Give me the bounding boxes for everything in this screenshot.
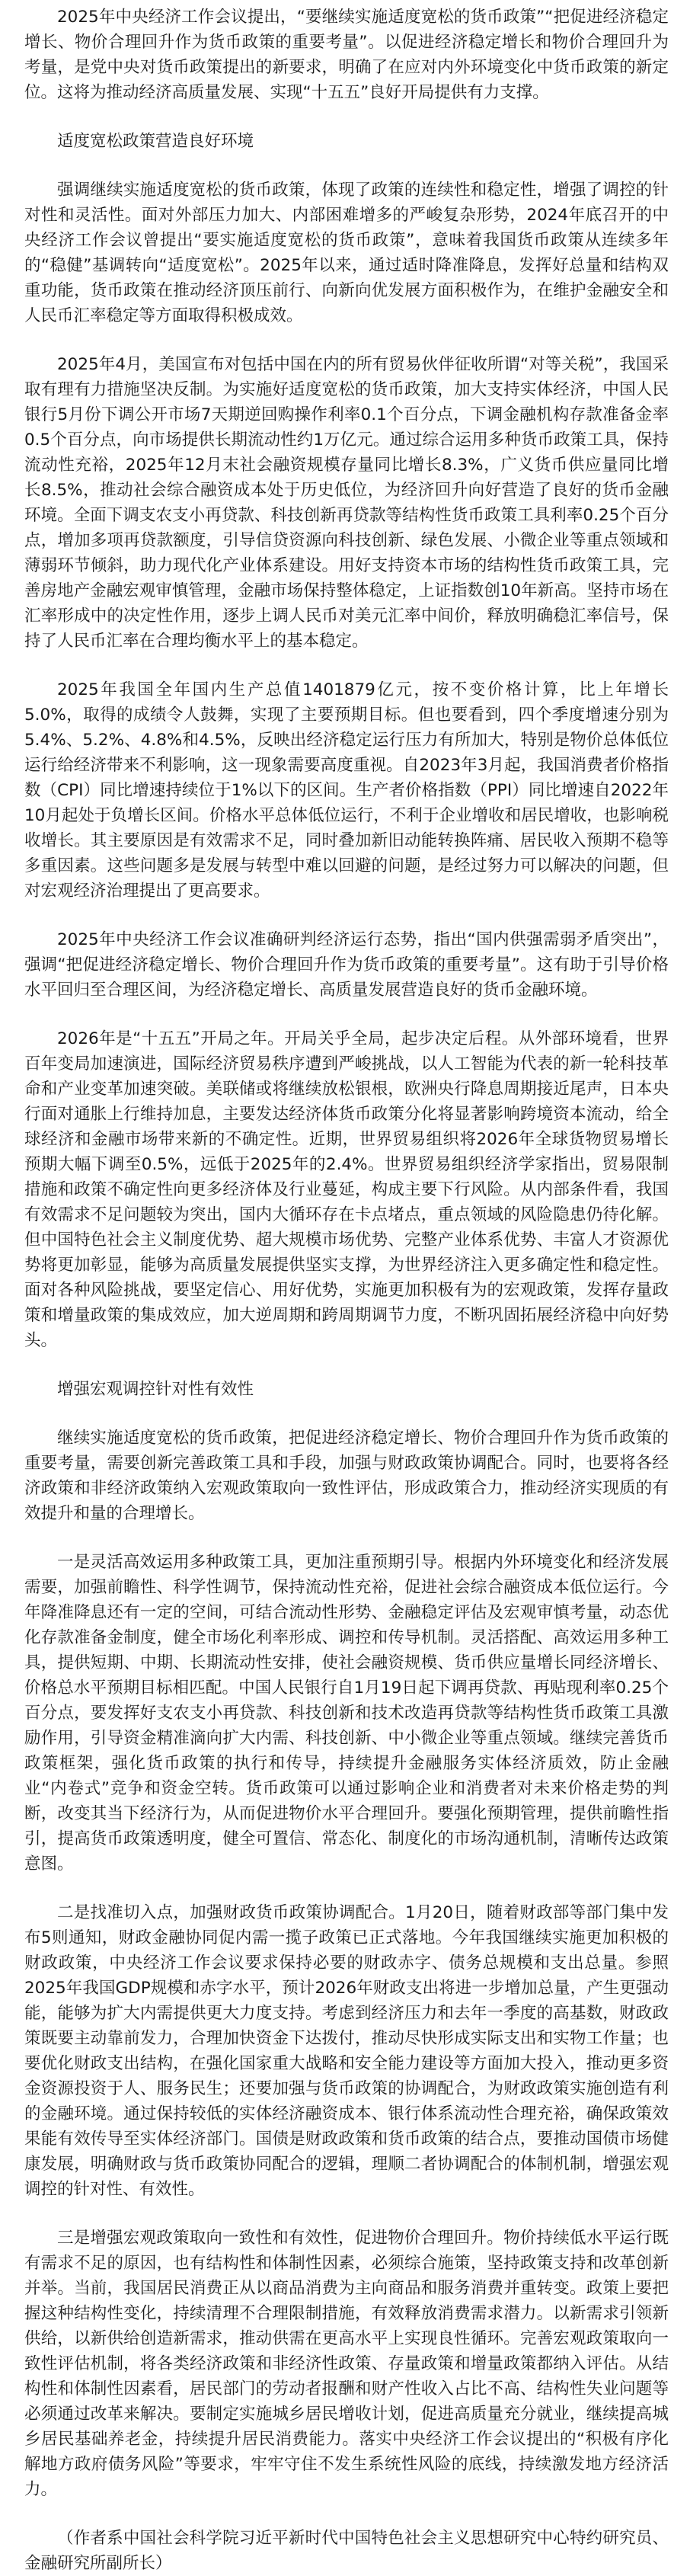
- section-heading-1: 适度宽松政策营造良好环境: [57, 132, 254, 151]
- paragraph-6: 2026年是“十五五”开局之年。开局关乎全局，起步决定后程。从外部环境看，世界百年变局加速演进，国际经济贸易秩序遭到严峻挑战，以人工智能为代表的新一轮科技革命和产业变革加速突破。美联储或将继续放松银根，欧洲央行降息周期接近尾声，日本央行面对通胀上行维持加息，主要发达经济体货币政策分化将显著影响跨境资本流动，给全球经济和金融市场带来新的不确定性。近期，世界贸易组织将2026年全球货物贸易增长预期大幅下调至0.5%，远低于2025年的2.4%。世界贸易组织经济学家指出，贸易限制措施和政策不确定性向更多经济体及行业蔓延，构成主要下行风险。从内部条件看，我国有效需求不足问题较为突出，国内大循环存在卡点堵点，重点领域的风险隐患仍待化解。但中国特色社会主义制度优势、超大规模市场优势、完整产业体系优势、丰富人才资源优势将更加彰显，能够为高质量发展提供坚实支撑，为世界经济注入更多确定性和稳定性。面对各种风险挑战，要坚定信心、用好优势，实施更加积极有为的宏观政策，发挥存量政策和增量政策的集成效应，加大逆周期和跨周期调节力度，不断巩固拓展经济稳中向好势头。: [24, 1029, 669, 1350]
- paragraph-5: 2025年中央经济工作会议准确研判经济运行态势，指出“国内供强需弱矛盾突出”，强调“把促进经济稳定增长、物价合理回升作为货币政策的重要考量”。这有助于引导价格水平回归至合理区间，为经济稳定增长、高质量发展营造良好的货币金融环境。: [24, 930, 669, 1000]
- paragraph-10: 三是增强宏观政策取向一致性和有效性，促进物价合理回升。物价持续低水平运行既有需求不足的原因，也有结构性和体制性因素，必须综合施策，坚持政策支持和改革创新并举。当前，我国居民消费正从以商品消费为主向商品和服务消费并重转变。政策上要把握这种结构性变化，持续清理不合理限制措施，有效释放消费需求潜力。以新需求引领新供给，以新供给创造新需求，推动供需在更高水平上实现良性循环。完善宏观政策取向一致性评估机制，将各类经济政策和非经济性政策、存量政策和增量政策都纳入评估。从结构性和体制性因素看，居民部门的劳动者报酬和财产性收入占比不高、结构性失业问题等必须通过改革来解决。要制定实施城乡居民增收计划，促进高质量充分就业，继续提高城乡居民基础养老金，持续提升居民消费能力。落实中央经济工作会议提出的“积极有序化解地方政府债务风险”等要求，牢牢守住不发生系统性风险的底线，持续激发地方经济活力。: [24, 2229, 669, 2499]
- paragraph-9: 二是找准切入点，加强财政货币政策协调配合。1月20日，随着财政部等部门集中发布5则通知，财政金融协同促内需一揽子政策已正式落地。今年我国继续实施更加积极的财政政策，中央经济工作会议要求保持必要的财政赤字、债务总规模和支出总量。参照2025年我国GDP规模和赤字水平，预计2026年财政支出将进一步增加总量，产生更强动能，能够为扩大内需提供更大力度支持。考虑到经济压力和去年一季度的高基数，财政政策既要主动靠前发力，合理加快资金下达拨付，推动尽快形成实际支出和实物工作量；也要优化财政支出结构，在强化国家重大战略和安全能力建设等方面加大投入，推动更多资金资源投资于人、服务民生；还要加强与货币政策的协调配合，为财政政策实施创造有利的金融环境。通过保持较低的实体经济融资成本、银行体系流动性合理充裕，确保政策效果能有效传导至实体经济部门。国债是财政政策和货币政策的结合点，要推动国债市场健康发展，明确财政与货币政策协同配合的逻辑，理顺二者协调配合的体制机制，增强宏观调控的针对性、有效性。: [24, 1903, 669, 2199]
- paragraph-4: 2025年我国全年国内生产总值1401879亿元，按不变价格计算，比上年增长5.0%，取得的成绩令人鼓舞，实现了主要预期目标。但也要看到，四个季度增速分别为5.4%、5.2%、4.8%和4.5%，反映出经济稳定运行压力有所加大，特别是物价总体低位运行给经济带来不利影响，这一现象需要高度重视。自2023年3月起，我国消费者价格指数（CPI）同比增速持续位于1%以下的区间。生产者价格指数（PPI）同比增速自2022年10月起处于负增长区间。价格水平总体低位运行，不利于企业增收和居民增收，也影响税收增长。其主要原因是有效需求不足，同时叠加新旧动能转换阵痛、居民收入预期不稳等多重因素。这些问题多是发展与转型中难以回避的问题，是经过努力可以解决的问题，但对宏观经济治理提出了更高要求。: [24, 680, 669, 901]
- section-heading-2: 增强宏观调控针对性有效性: [57, 1380, 254, 1399]
- paragraph-intro: 2025年中央经济工作会议提出，“要继续实施适度宽松的货币政策”“把促进经济稳定增长、物价合理回升作为货币政策的重要考量”。以促进经济稳定增长和物价合理回升为考量，是党中央对货币政策提出的新要求，明确了在应对内外环境变化中货币政策的新定位。这将为推动经济高质量发展、实现“十五五”良好开局提供有力支撑。: [24, 8, 669, 102]
- paragraph-8: 一是灵活高效运用多种政策工具，更加注重预期引导。根据内外环境变化和经济发展需要，加强前瞻性、科学性调节，保持流动性充裕，促进社会综合融资成本低位运行。今年降准降息还有一定的空间，可结合流动性形势、金融稳定评估及宏观审慎考量，动态优化存款准备金制度，健全市场化利率形成、调控和传导机制。灵活搭配、高效运用多种工具，提供短期、中期、长期流动性安排，使社会融资规模、货币供应量增长同经济增长、价格总水平预期目标相匹配。中国人民银行自1月19日起下调再贷款、再贴现利率0.25个百分点，要发挥好支农支小再贷款、科技创新和技术改造再贷款等结构性货币政策工具激励作用，引导资金精准滴向扩大内需、科技创新、中小微企业等重点领域。继续完善货币政策框架，强化货币政策的执行和传导，持续提升金融服务实体经济质效，防止金融业“内卷式”竞争和资金空转。货币政策可以通过影响企业和消费者对未来价格走势的判断，改变其当下经济行为，从而促进物价水平合理回升。要强化预期管理，提供前瞻性指引，提高货币政策透明度，健全可置信、常态化、制度化的市场沟通机制，清晰传达政策意图。: [24, 1553, 669, 1874]
- author-byline: （作者系中国社会科学院习近平新时代中国特色社会主义思想研究中心特约研究员、金融研究所副所长）: [24, 2529, 669, 2573]
- paragraph-3: 2025年4月，美国宣布对包括中国在内的所有贸易伙伴征收所谓“对等关税”，我国采取有理有力措施坚决反制。为实施好适度宽松的货币政策，加大支持实体经济，中国人民银行5月份下调公开市场7天期逆回购操作利率0.1个百分点，下调金融机构存款准备金率0.5个百分点，向市场提供长期流动性约1万亿元。通过综合运用多种货币政策工具，保持流动性充裕，2025年12月末社会融资规模存量同比增长8.3%，广义货币供应量同比增长8.5%，推动社会综合融资成本处于历史低位，为经济回升向好营造了良好的货币金融环境。全面下调支农支小再贷款、科技创新再贷款等结构性货币政策工具利率0.25个百分点，增加多项再贷款额度，引导信贷资源向科技创新、绿色发展、小微企业等重点领域和薄弱环节倾斜，助力现代化产业体系建设。用好支持资本市场的结构性货币政策工具，完善房地产金融宏观审慎管理，金融市场保持整体稳定，上证指数创10年新高。坚持市场在汇率形成中的决定性作用，逐步上调人民币对美元汇率中间价，释放明确稳汇率信号，保持了人民币汇率在合理均衡水平上的基本稳定。: [24, 355, 669, 651]
- paragraph-7: 继续实施适度宽松的货币政策，把促进经济稳定增长、物价合理回升作为货币政策的重要考量，需要创新完善政策工具和手段，加强与财政政策协调配合。同时，也要将各经济政策和非经济政策纳入宏观政策取向一致性评估，形成政策合力，推动经济实现质的有效提升和量的合理增长。: [24, 1429, 669, 1523]
- paragraph-2: 强调继续实施适度宽松的货币政策，体现了政策的连续性和稳定性，增强了调控的针对性和灵活性。面对外部压力加大、内部困难增多的严峻复杂形势，2024年底召开的中央经济工作会议曾提出“要实施适度宽松的货币政策”，意味着我国货币政策从连续多年的“稳健”基调转向“适度宽松”。2025年以来，通过适时降准降息，发挥好总量和结构双重功能，货币政策在推动经济顶压前行、向新向优发展方面积极作为，在维护金融安全和人民币汇率稳定等方面取得积极成效。: [24, 181, 669, 325]
